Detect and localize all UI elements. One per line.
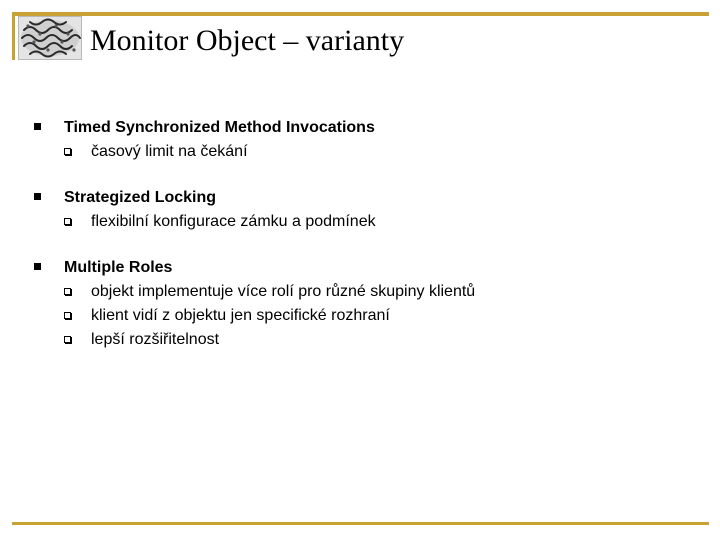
list-item (34, 256, 694, 352)
sub-item-text: časový limit na čekání (91, 143, 248, 160)
filled-square-bullet-icon (34, 193, 41, 200)
hollow-square-bullet-icon (64, 148, 71, 155)
sub-list-item (64, 328, 694, 352)
item-title: Timed Synchronized Method Invocations (64, 119, 375, 136)
list-item (34, 186, 694, 234)
sub-list-item (64, 140, 694, 164)
hollow-square-bullet-icon (64, 312, 71, 319)
hollow-square-bullet-icon (64, 218, 71, 225)
slide-frame-left-line (12, 12, 15, 60)
sub-list-item (64, 304, 694, 328)
list-item (34, 116, 694, 164)
sub-item-text: klient vidí z objektu jen specifické rozhraní (91, 307, 390, 324)
sub-item-text: lepší rozšiřitelnost (91, 331, 220, 348)
filled-square-bullet-icon (34, 263, 41, 270)
slide-frame-bottom-line (12, 522, 709, 525)
slide-frame-top-line (12, 12, 709, 16)
slide-title: Monitor Object – varianty (90, 24, 405, 57)
item-title: Multiple Roles (64, 259, 173, 276)
hollow-square-bullet-icon (64, 288, 71, 295)
sub-item-text: objekt implementuje více rolí pro různé skupiny klientů (91, 283, 476, 300)
hollow-square-bullet-icon (64, 336, 71, 343)
sub-list-item (64, 280, 694, 304)
sub-item-text: flexibilní konfigurace zámku a podmínek (91, 213, 376, 230)
item-title: Strategized Locking (64, 189, 217, 206)
filled-square-bullet-icon (34, 123, 41, 130)
bullet-list (34, 116, 694, 374)
sub-list-item (64, 210, 694, 234)
logo-icon (18, 16, 82, 60)
